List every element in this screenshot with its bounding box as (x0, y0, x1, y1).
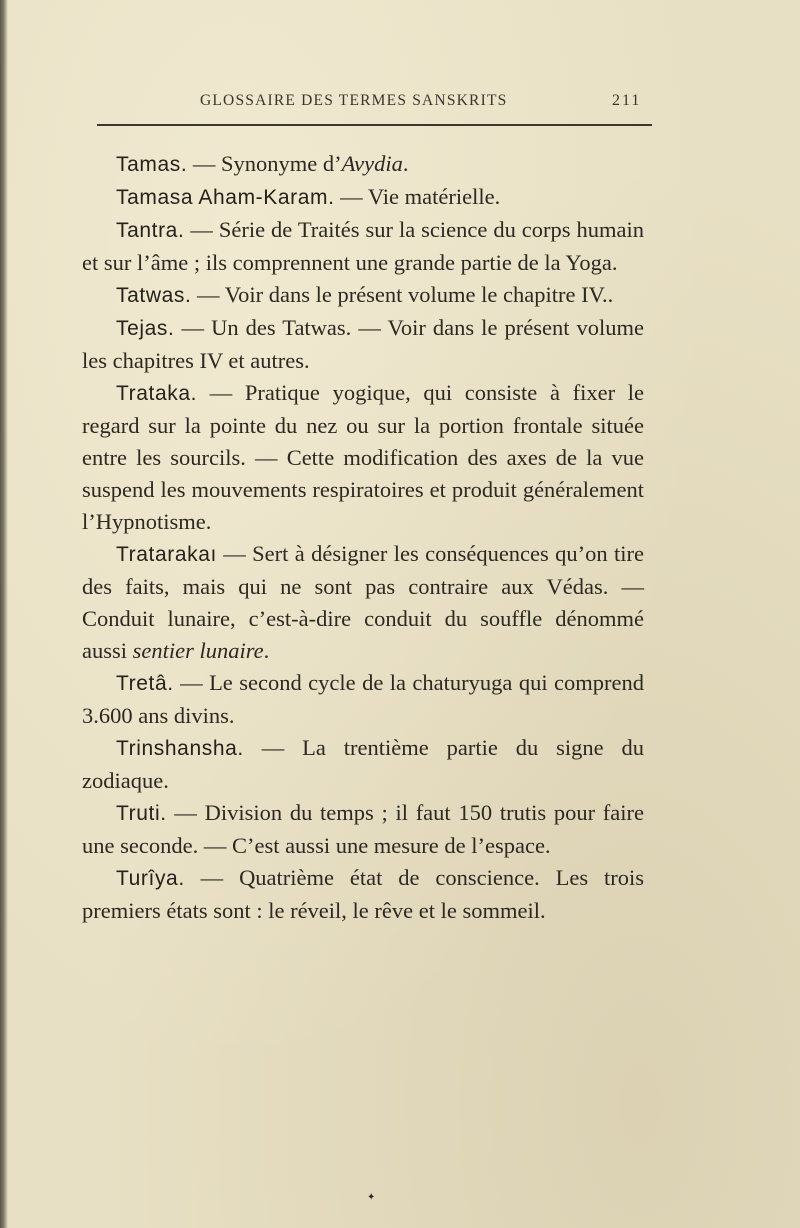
entry-separator: — (166, 800, 205, 825)
glossary-entry-tejas (82, 312, 644, 377)
entry-term: Tamas. (116, 153, 188, 176)
page-number: 211 (612, 92, 642, 109)
page-binding-edge (0, 0, 8, 1228)
entry-separator: — (187, 151, 222, 176)
entry-term: Trataka. (116, 382, 198, 405)
entry-separator: — (174, 315, 212, 340)
entry-separator: — (243, 735, 303, 760)
entry-definition: Division du temps ; il faut 150 trutis pour faire une seconde. — C’est aussi une mesure de l’espace. (82, 800, 644, 858)
glossary-entry-trataka (82, 377, 644, 538)
entry-term: Trinshansha. (116, 737, 244, 760)
glossary-entry-turiya (82, 862, 644, 927)
entry-definition: Pratique yogique, qui consiste à fixer le regard sur la pointe du nez ou sur la portion frontale située entre les sourcils. — Cette modification des axes de la vue suspend les mouvements respiratoires et produit généralement l’Hypnotisme. (82, 380, 645, 534)
entry-separator: — (216, 541, 253, 566)
entry-definition: Sert à désigner les conséquences qu’on tire des faits, mais qui ne sont pas contraire aux Védas. — Conduit lunaire, c’est-à-dire conduit du souffle dénommé aussi (82, 541, 645, 663)
running-head-title: GLOSSAIRE DES TERMES SANSKRITS (200, 92, 508, 109)
entry-term: Tejas. (116, 317, 175, 340)
glossary-entry-tratarakai (82, 538, 644, 667)
entry-definition: Synonyme d’ (221, 151, 342, 176)
header-rule (97, 124, 652, 126)
entry-separator: — (184, 217, 219, 242)
entry-definition: Quatrième état de conscience. Les trois premiers états sont : le réveil, le rêve et le sommeil. (82, 865, 644, 923)
entry-definition: Série de Traités sur la science du corps humain et sur l’âme ; ils comprennent une grande partie de la Yoga. (82, 217, 644, 275)
entry-definition-end: . (263, 638, 270, 663)
entry-separator: — (334, 184, 368, 209)
glossary-entries (82, 148, 644, 927)
entry-separator: — (184, 865, 240, 890)
glossary-entry-trinshansha (82, 732, 644, 797)
entry-term: Tantra. (116, 219, 185, 242)
footer-ornament: ✦ (367, 1192, 376, 1203)
glossary-entry-tatwas (82, 279, 644, 312)
entry-definition: La trentième partie du signe du zodiaque. (82, 735, 645, 793)
entry-definition-italic: Avydia (341, 151, 403, 176)
entry-definition: Voir dans le présent volume le chapitre IV.. (224, 282, 614, 307)
entry-definition-italic: sentier lunaire (132, 638, 264, 663)
entry-definition: Un des Tatwas. — Voir dans le présent volume les chapitres IV et autres. (82, 315, 644, 373)
glossary-entry-tamas (82, 148, 644, 181)
entry-term: Tretâ. (116, 672, 174, 695)
glossary-entry-truti (82, 797, 644, 862)
entry-separator: — (173, 670, 210, 695)
entry-term: Tatwas. (116, 284, 192, 307)
entry-term: Tamasa Aham-Karam. (116, 186, 335, 209)
glossary-entry-treta (82, 667, 644, 732)
entry-term: Truti. (116, 802, 167, 825)
glossary-entry-tantra (82, 214, 644, 279)
entry-separator: — (191, 282, 225, 307)
entry-definition: Vie matérielle. (367, 184, 501, 209)
entry-term: Turîya. (116, 867, 185, 890)
entry-term: Tratarakaı (116, 543, 217, 566)
entry-separator: — (197, 380, 245, 405)
glossary-entry-tamasa-aham-karam (82, 181, 644, 214)
entry-definition: Le second cycle de la chaturyuga qui comprend 3.600 ans divins. (82, 670, 644, 728)
entry-definition-end: . (402, 151, 409, 176)
